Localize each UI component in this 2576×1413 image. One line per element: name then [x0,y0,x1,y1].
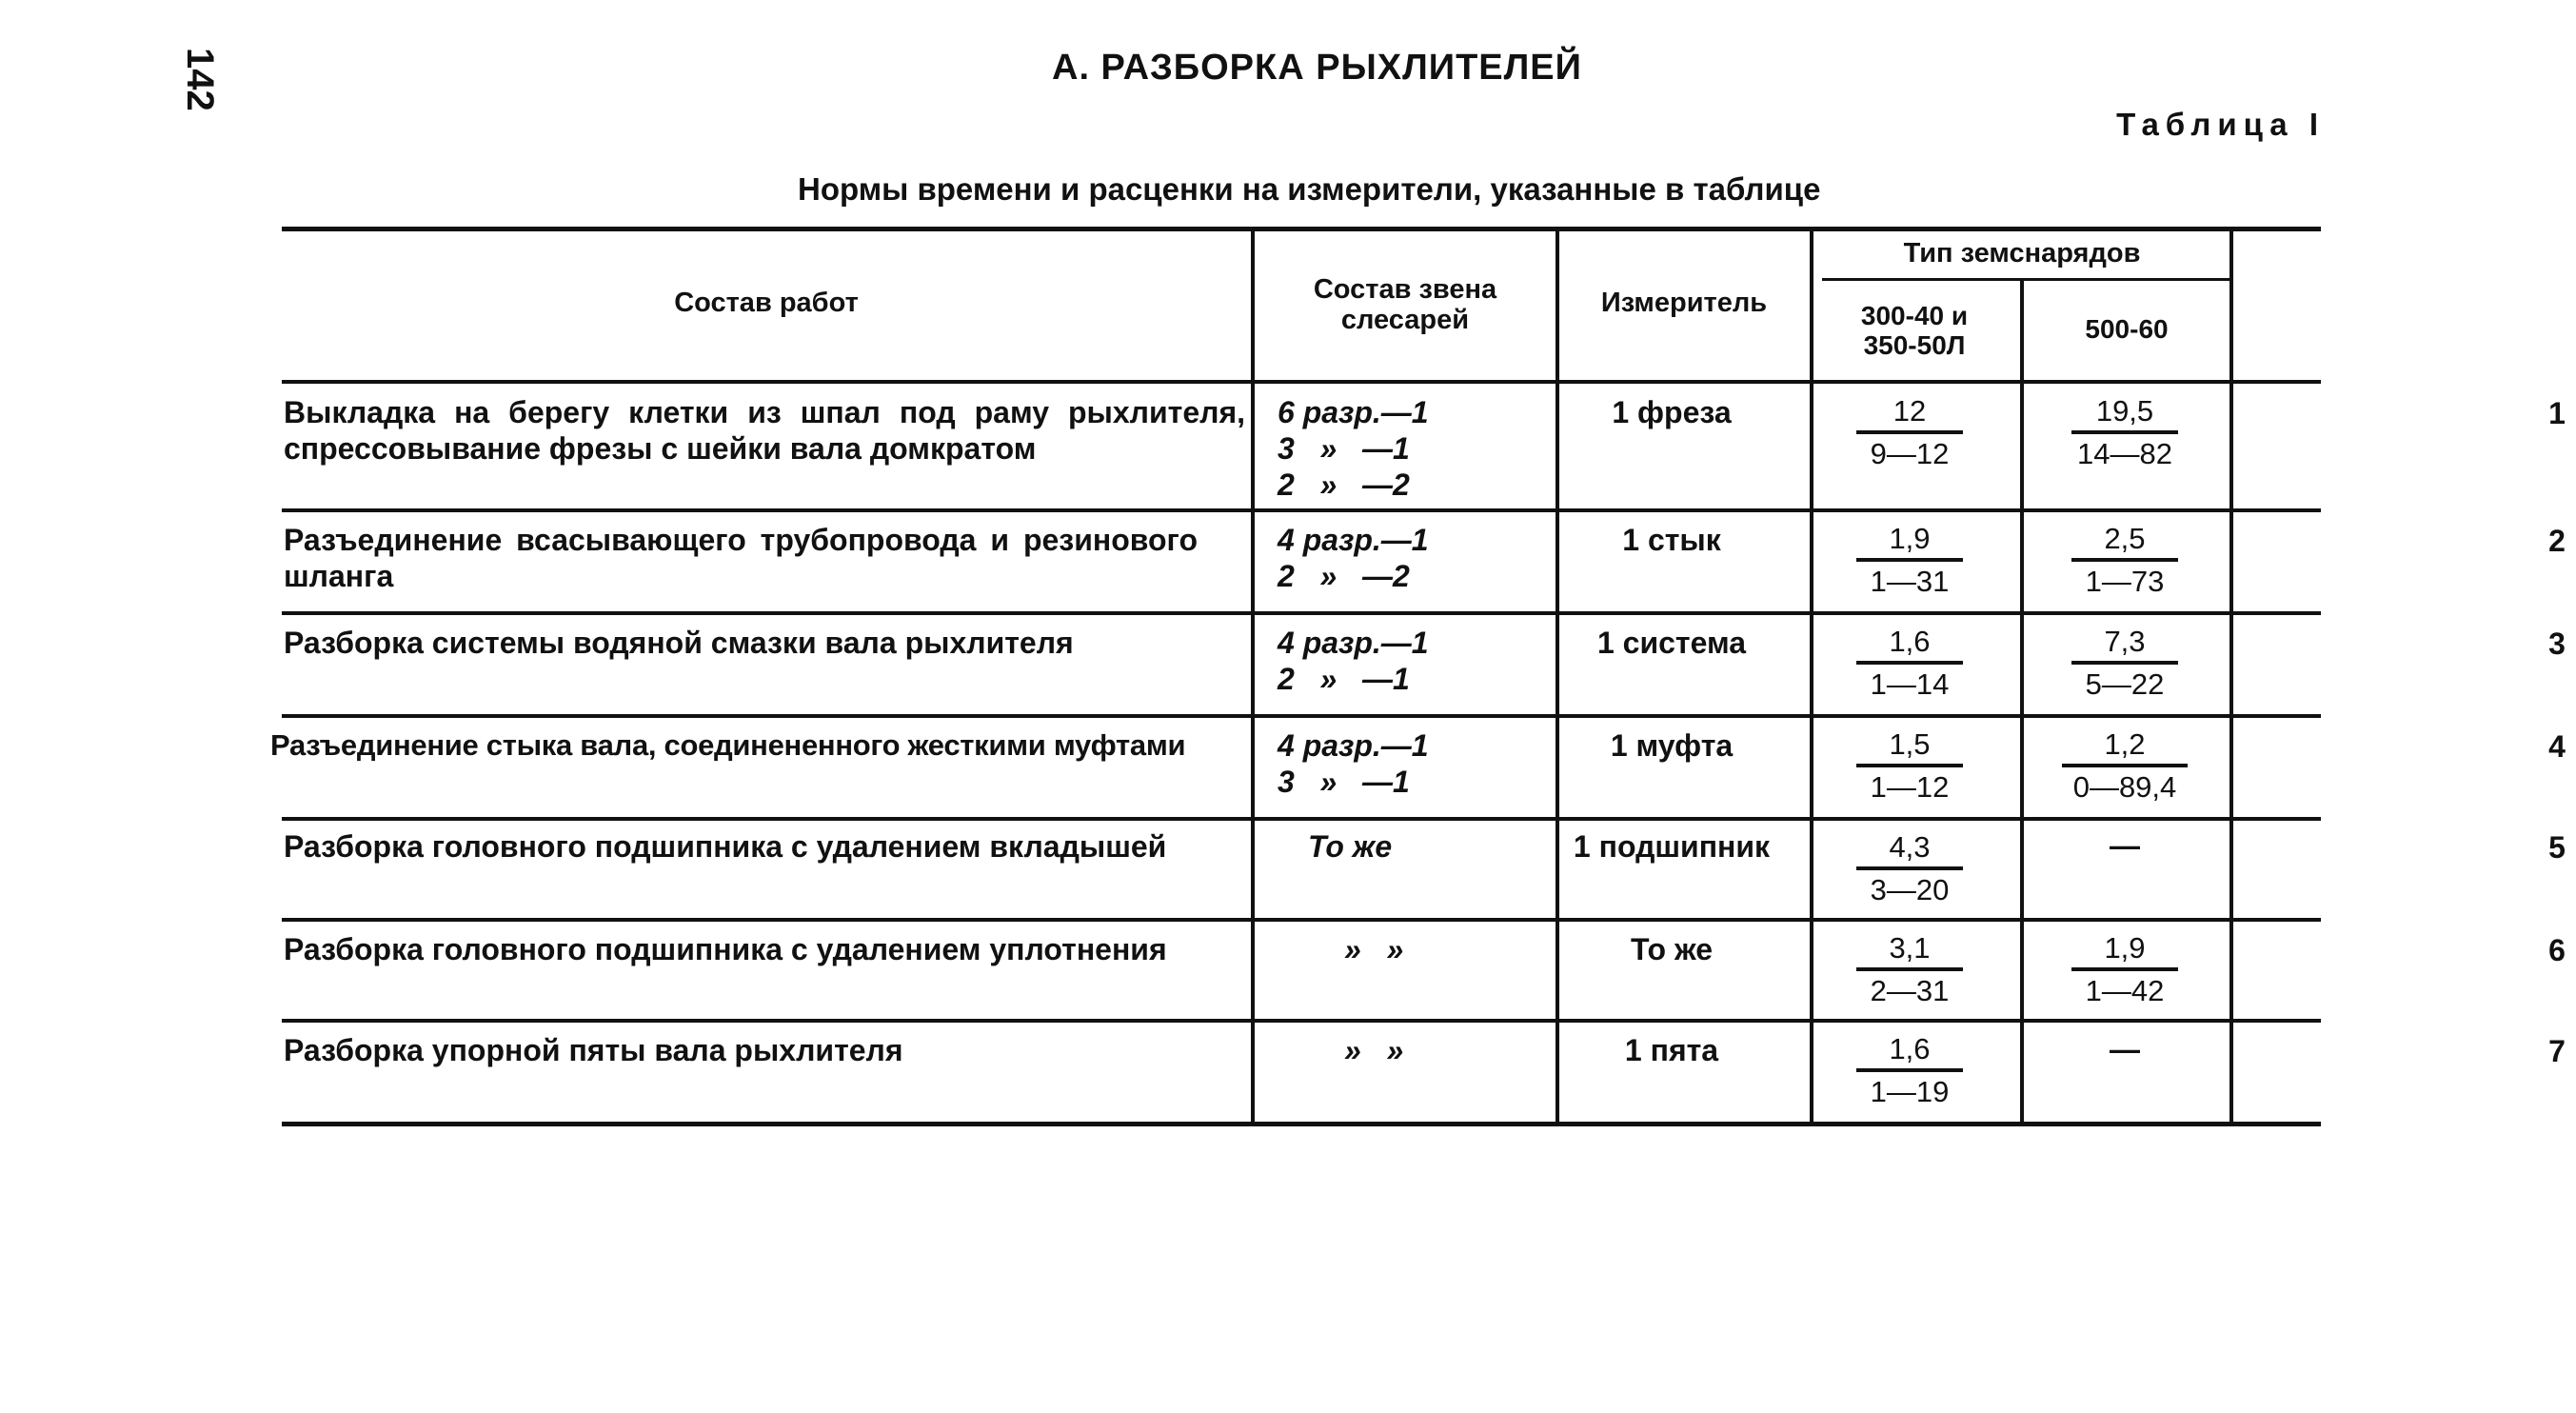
row-4-number: 4 [2548,729,2566,764]
col-rule-3 [1810,227,1813,1124]
row-3-work: Разборка системы водяной смазки вала рыхлителя [284,626,1074,660]
rule-row-5 [282,918,2321,922]
row-7-type1-value: $\frac{1,6}{1—19}$ [1843,1032,1976,1112]
row-7-number: 7 [2548,1034,2566,1068]
row-7-type2-dash: — [2110,1032,2140,1066]
row-3-type1-value: $\frac{1,6}{1—14}$ [1843,625,1976,705]
rule-header [282,380,2321,384]
table-label: Таблица I [2116,107,2325,142]
row-5-work: Разборка головного подшипника с удалением вкладышей [284,829,1167,864]
row-7-crew: » » [1344,1033,1404,1067]
row-2-work: Разъединение всасывающего трубопровода и резинового шланга [284,523,1198,593]
rule-row-6 [282,1019,2321,1023]
row-6-type2-value: $\frac{1,9}{1—42}$ [2058,931,2191,1011]
row-2-number: 2 [2548,524,2566,558]
row-5-number: 5 [2548,830,2566,865]
header-crew: Состав звена слесарей [1313,274,1497,335]
row-2-type2-value: $\frac{2,5}{1—73}$ [2058,522,2191,602]
rule-row-1 [282,508,2321,512]
header-meter: Измеритель [1600,288,1768,318]
row-5-type2-dash: — [2110,828,2140,863]
row-2-type1-value: $\frac{1,9}{1—31}$ [1843,522,1976,602]
header-dredger-type: Тип земснарядов [1903,238,2141,269]
norms-table [270,227,2566,1131]
row-4-type1-value: $\frac{1,5}{1—12}$ [1843,727,1976,807]
row-2-crew: 4 разр.—1 2 » —2 [1278,523,1429,593]
row-3-meter: 1 система [1596,626,1747,660]
row-2-meter: 1 стык [1622,523,1721,557]
row-6-number: 6 [2548,933,2566,967]
table-caption: Нормы времени и расценки на измерители, указанные в таблице [798,171,1821,207]
row-3-crew: 4 разр.—1 2 » —1 [1278,626,1429,696]
rule-row-3 [282,714,2321,718]
row-6-work: Разборка головного подшипника с удалением уплотнения [284,932,1167,966]
header-type-500-60: 500-60 [2085,314,2169,344]
row-5-meter: 1 подшипник [1573,829,1771,864]
row-4-type2-value: $\frac{1,2}{0—89,4}$ [2049,727,2201,807]
col-rule-4 [2020,278,2024,1124]
row-1-type1-value: $\frac{12}{9—12}$ [1843,394,1976,474]
row-5-crew: То же [1308,829,1393,864]
rule-row-4 [282,817,2321,821]
rule-bottom [282,1122,2321,1126]
row-6-crew: » » [1344,932,1404,966]
row-4-crew: 4 разр.—1 3 » —1 [1278,728,1429,799]
row-7-meter: 1 пята [1624,1033,1719,1067]
section-title: А. РАЗБОРКА РЫХЛИТЕЛЕЙ [1052,48,1582,88]
row-1-type2-value: $\frac{19,5}{14—82}$ [2058,394,2191,474]
row-4-meter: 1 муфта [1610,728,1734,763]
row-3-type2-value: $\frac{7,3}{5—22}$ [2058,625,2191,705]
rule-row-2 [282,611,2321,615]
row-1-crew: 6 разр.—1 3 » —1 2 » —2 [1278,395,1429,502]
col-rule-5 [2229,227,2233,1124]
col-rule-2 [1556,227,1559,1124]
row-3-number: 3 [2548,627,2566,661]
page-number: 142 [179,48,221,111]
rule-top [282,227,2321,231]
col-rule-1 [1251,227,1255,1124]
row-1-number: 1 [2548,396,2566,430]
header-work: Состав работ [674,288,859,318]
row-1-meter: 1 фреза [1612,395,1732,429]
rule-subheader [1822,278,2231,281]
header-type-300-40: 300-40 и 350-50Л [1860,301,1969,360]
row-7-work: Разборка упорной пяты вала рыхлителя [284,1033,903,1067]
row-6-meter: То же [1630,932,1714,966]
row-6-type1-value: $\frac{3,1}{2—31}$ [1843,931,1976,1011]
row-4-work: Разъединение стыка вала, соединененного жесткими муфтами [270,728,1186,762]
row-1-work: Выкладка на берегу клетки из шпал под раму рыхлителя, спрессовывание фрезы с шейки вала домкратом [284,395,1245,466]
row-5-type1-value: $\frac{4,3}{3—20}$ [1843,830,1976,910]
